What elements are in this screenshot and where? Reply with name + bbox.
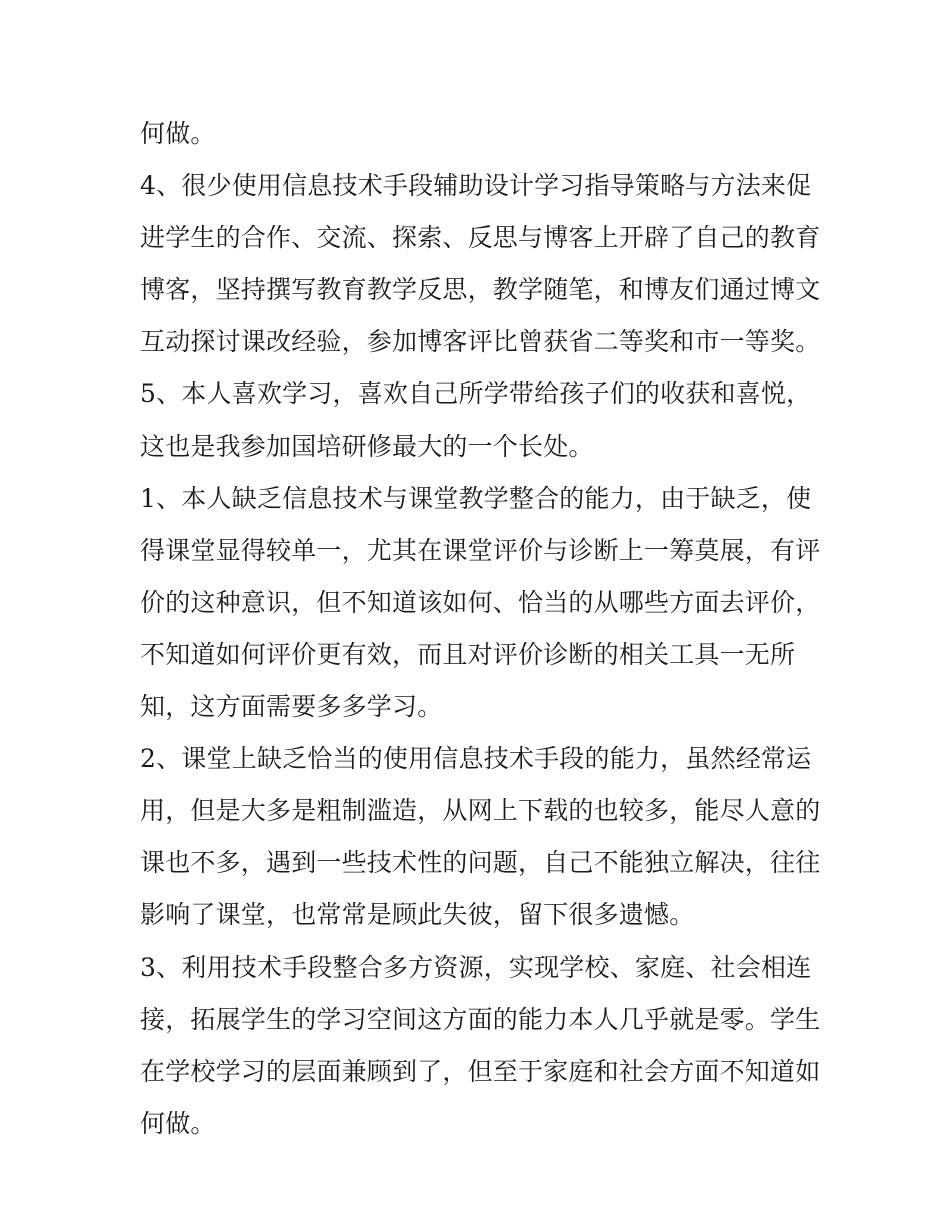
text-line: 不知道如何评价更有效，而且对评价诊断的相关工具一无所 — [140, 639, 796, 669]
text-line: 价的这种意识，但不知道该如何、恰当的从哪些方面去评价， — [140, 587, 821, 617]
text-line: 用，但是大多是粗制滥造，从网上下载的也较多，能尽人意的 — [140, 796, 821, 826]
text-line: 1、本人缺乏信息技术与课堂教学整合的能力，由于缺乏，使 — [140, 483, 812, 513]
text-line: 课也不多，遇到一些技术性的问题，自己不能独立解决，往往 — [140, 848, 821, 878]
document-body — [140, 108, 820, 1150]
text-line: 何做。 — [140, 1108, 216, 1138]
text-line: 接，拓展学生的学习空间这方面的能力本人几乎就是零。学生 — [140, 1004, 821, 1034]
text-line: 影响了课堂，也常常是顾此失彼，留下很多遗憾。 — [140, 900, 695, 930]
text-line: 博客，坚持撰写教育教学反思，教学随笔，和博友们通过博文 — [140, 275, 821, 305]
text-line: 进学生的合作、交流、探索、反思与博客上开辟了自己的教育 — [140, 223, 821, 253]
text-line: 得课堂显得较单一，尤其在课堂评价与诊断上一筹莫展，有评 — [140, 535, 821, 565]
text-line: 知，这方面需要多多学习。 — [140, 692, 443, 722]
text-line: 4、很少使用信息技术手段辅助设计学习指导策略与方法来促 — [140, 171, 812, 201]
text-line: 5、本人喜欢学习，喜欢自己所学带给孩子们的收获和喜悦， — [140, 379, 812, 409]
text-line: 2、课堂上缺乏恰当的使用信息技术手段的能力，虽然经常运 — [140, 744, 812, 774]
text-line: 3、利用技术手段整合多方资源，实现学校、家庭、社会相连 — [140, 952, 812, 982]
text-line: 这也是我参加国培研修最大的一个长处。 — [140, 431, 594, 461]
text-line: 互动探讨课改经验，参加博客评比曾获省二等奖和市一等奖。 — [140, 327, 821, 357]
text-line: 在学校学习的层面兼顾到了，但至于家庭和社会方面不知道如 — [140, 1056, 821, 1086]
text-line: 何做。 — [140, 119, 216, 148]
